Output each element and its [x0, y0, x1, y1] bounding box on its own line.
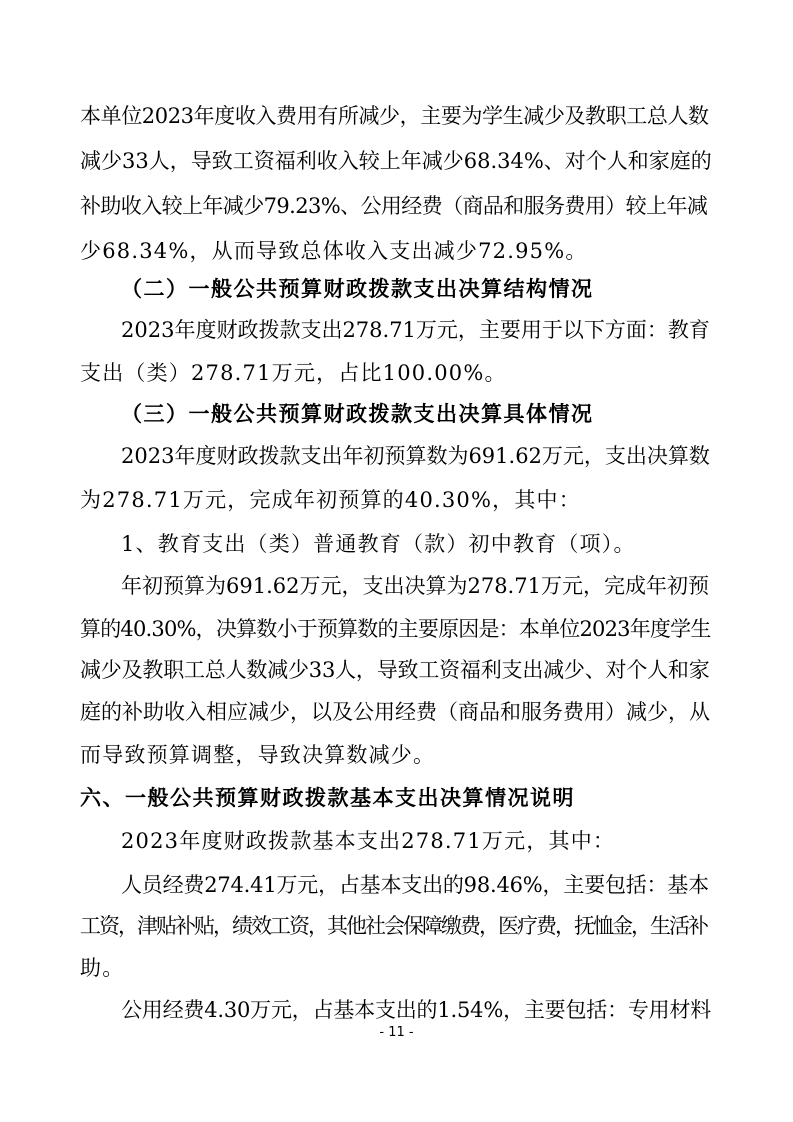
paragraph-line: 年初预算为691.62万元，支出决算为278.71万元，完成年初预: [121, 574, 709, 598]
paragraph-line: 2023年度财政拨款支出年初预算数为691.62万元，支出决算数: [121, 444, 710, 468]
paragraph-line: 减少33人，导致工资福利收入较上年减少68.34%、对个人和家庭的: [80, 149, 712, 173]
paragraph-line: 工资，津贴补贴，绩效工资，其他社会保障缴费，医疗费，抚恤金，生活补: [80, 914, 707, 938]
paragraph-line: 本单位2023年度收入费用有所减少，主要为学生减少及教职工总人数: [80, 104, 709, 128]
paragraph-line: 2023年度财政拨款支出278.71万元，主要用于以下方面：教育: [121, 318, 710, 342]
paragraph-line: 人员经费274.41万元，占基本支出的98.46%，主要包括：基本: [121, 873, 709, 897]
section-heading: 六、一般公共预算财政拨款基本支出决算情况说明: [80, 786, 575, 810]
paragraph-line: 少68.34%，从而导致总体收入支出减少72.95%。: [80, 239, 588, 263]
paragraph-line: 而导致预算调整，导致决算数减少。: [80, 743, 436, 767]
list-item: 1、教育支出（类）普通教育（款）初中教育（项）。: [121, 532, 636, 556]
page-number: - 11 -: [379, 1025, 414, 1040]
paragraph-line: 算的40.30%，决算数小于预算数的主要原因是：本单位2023年度学生: [80, 617, 711, 641]
paragraph-line: 2023年度财政拨款基本支出278.71万元，其中：: [121, 829, 616, 853]
paragraph-line: 支出（类）278.71万元，占比100.00%。: [80, 361, 507, 385]
paragraph-line: 公用经费4.30万元，占基本支出的1.54%，主要包括：专用材料: [121, 998, 712, 1022]
section-heading: （二）一般公共预算财政拨款支出决算结构情况: [121, 277, 594, 301]
paragraph-line: 助。: [80, 956, 125, 980]
paragraph-line: 减少及教职工总人数减少33人，导致工资福利支出减少、对个人和家: [80, 658, 710, 682]
paragraph-line: 庭的补助收入相应减少，以及公用经费（商品和服务费用）减少，从: [80, 700, 710, 724]
section-heading: （三）一般公共预算财政拨款支出决算具体情况: [121, 402, 594, 426]
paragraph-line: 为278.71万元，完成年初预算的40.30%，其中：: [80, 488, 581, 512]
paragraph-line: 补助收入较上年减少79.23%、公用经费（商品和服务费用）较上年减: [80, 194, 708, 218]
